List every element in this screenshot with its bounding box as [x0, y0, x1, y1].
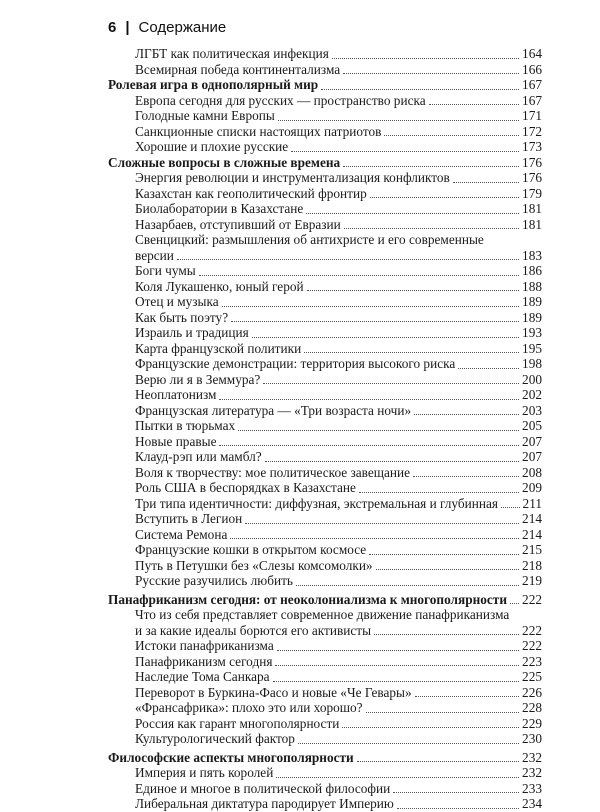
dot-leader	[199, 274, 519, 276]
toc-entry-title: Роль США в беспорядках в Казахстане	[135, 480, 356, 495]
toc-page-number: 167	[522, 92, 542, 108]
dot-leader	[276, 776, 519, 778]
toc-entry	[108, 403, 542, 419]
toc-entry	[108, 294, 542, 310]
toc-entry	[108, 449, 542, 465]
toc-page-number: 232	[522, 749, 542, 765]
toc-entry	[108, 465, 542, 481]
toc-entry-title: Истоки панафриканизма	[135, 638, 274, 653]
toc-entry-title: Воля к творчеству: мое политическое завещание	[135, 464, 411, 480]
dot-leader	[415, 695, 519, 697]
table-of-contents	[108, 46, 542, 812]
toc-section-title: Сложные вопросы в сложные времена	[108, 154, 341, 170]
toc-entry-title: Путь в Петушки без «Слезы комсомолки»	[135, 557, 373, 573]
toc-entry-title: Панафриканизм сегодня	[135, 653, 273, 669]
toc-page-number: 183	[522, 247, 542, 263]
toc-entry	[108, 716, 542, 732]
toc-entry-title: «Франсафрика»: плохо это или хорошо?	[135, 700, 363, 715]
header-title: Содержание	[138, 19, 227, 36]
toc-entry	[108, 434, 542, 450]
toc-entry	[108, 93, 542, 109]
toc-entry	[108, 638, 542, 654]
dot-leader	[397, 807, 519, 809]
toc-entry-title: Клауд-рэп или мамбл?	[135, 449, 262, 464]
toc-entry	[108, 731, 542, 747]
header-separator: |	[125, 19, 130, 36]
toc-entry	[108, 480, 542, 496]
toc-entry-title: Три типа идентичности: диффузная, экстремальная и глубинная	[135, 495, 499, 511]
toc-page-number: 203	[522, 402, 542, 418]
toc-entry	[108, 232, 542, 248]
dot-leader	[357, 760, 519, 762]
dot-leader	[501, 506, 520, 508]
toc-section	[108, 77, 542, 93]
toc-page-number: 215	[522, 542, 542, 557]
toc-page-number: 164	[522, 46, 542, 61]
dot-leader	[307, 289, 519, 291]
running-header	[108, 18, 226, 38]
toc-page-number: 207	[522, 449, 542, 464]
toc-entry-title: Система Ремона	[135, 526, 228, 542]
toc-entry	[108, 387, 542, 403]
toc-entry-title: Русские разучились любить	[135, 573, 293, 588]
toc-entry-title: Израиль и традиция	[135, 325, 249, 340]
toc-page-number: 166	[522, 61, 542, 77]
toc-entry-title: Французская литература — «Три возраста ночи»	[135, 402, 412, 418]
toc-entry-title: Французские кошки в открытом космосе	[135, 542, 367, 557]
toc-entry-title: Как быть поэту?	[135, 309, 229, 325]
dot-leader	[393, 791, 519, 793]
dot-leader	[369, 553, 519, 555]
toc-entry-title: Верю ли я в Земмура?	[135, 371, 261, 387]
toc-entry	[108, 341, 542, 357]
toc-entry-title: Новые правые	[135, 433, 217, 449]
toc-entry	[108, 279, 542, 295]
dot-leader	[219, 444, 519, 446]
toc-page-number: 229	[522, 715, 542, 731]
toc-entry-title: Либеральная диктатура пародирует Империю	[135, 796, 394, 811]
dot-leader	[291, 150, 519, 152]
toc-entry	[108, 310, 542, 326]
toc-page-number: 181	[522, 216, 542, 232]
dot-leader	[265, 460, 519, 462]
toc-entry	[108, 124, 542, 140]
toc-page-number: 222	[522, 591, 542, 607]
toc-entry	[108, 542, 542, 558]
toc-entry-title: Коля Лукашенко, юный герой	[135, 278, 304, 294]
dot-leader	[304, 351, 519, 353]
toc-page-number: 228	[522, 700, 542, 715]
dot-leader	[273, 680, 520, 682]
toc-section	[108, 750, 542, 766]
toc-entry-title: Свенцицкий: размышления об антихристе и его современные	[135, 232, 484, 247]
dot-leader	[342, 726, 519, 728]
toc-entry-title: Империя и пять королей	[135, 765, 274, 780]
toc-entry	[108, 511, 542, 527]
toc-page-number: 189	[522, 294, 542, 309]
toc-entry	[108, 325, 542, 341]
toc-entry	[108, 527, 542, 543]
dot-leader	[277, 649, 519, 651]
toc-entry	[108, 186, 542, 202]
dot-leader	[252, 336, 519, 338]
toc-entry-continuation	[108, 248, 542, 264]
toc-entry-title: Боги чумы	[135, 263, 196, 278]
toc-page-number: 214	[522, 526, 542, 542]
dot-leader	[344, 227, 519, 229]
toc-section	[108, 592, 542, 608]
dot-leader	[374, 633, 519, 635]
toc-page-number: 214	[522, 511, 542, 526]
toc-page-number: 173	[522, 139, 542, 154]
toc-page-number: 176	[522, 154, 542, 170]
toc-entry-title: Санкционные списки настоящих патриотов	[135, 123, 382, 139]
toc-page-number: 218	[522, 557, 542, 573]
toc-entry-title: Переворот в Буркина-Фасо и новые «Че Гевары»	[135, 684, 412, 700]
toc-entry	[108, 781, 542, 797]
dot-leader	[510, 602, 519, 604]
dot-leader	[238, 429, 519, 431]
toc-entry-title: Энергия революции и инструментализация конфликтов	[135, 170, 450, 185]
dot-leader	[230, 537, 519, 539]
toc-entry	[108, 170, 542, 186]
toc-entry-title: Россия как гарант многополярности	[135, 715, 340, 731]
toc-entry	[108, 139, 542, 155]
dot-leader	[343, 165, 519, 167]
toc-entry	[108, 573, 542, 589]
dot-leader	[245, 522, 519, 524]
toc-page-number: 209	[522, 480, 542, 495]
dot-leader	[332, 57, 519, 59]
toc-page-number: 193	[522, 325, 542, 340]
dot-leader	[296, 584, 519, 586]
dot-leader	[343, 72, 519, 74]
dot-leader	[275, 664, 519, 666]
toc-page-number: 198	[522, 356, 542, 371]
toc-section-title: Панафриканизм сегодня: от неоколониализма к многополярности	[108, 591, 508, 607]
toc-page-number: 225	[522, 669, 542, 684]
toc-page-number: 167	[522, 77, 542, 92]
dot-leader	[384, 134, 519, 136]
toc-entry-title: Единое и многое в политической философии	[135, 780, 391, 796]
dot-leader	[366, 711, 519, 713]
toc-entry	[108, 496, 542, 512]
toc-entry-title: Наследие Тома Санкара	[135, 669, 270, 684]
toc-entry	[108, 654, 542, 670]
toc-entry-title: Французские демонстрации: территория высокого риска	[135, 356, 456, 371]
toc-page-number: 208	[522, 464, 542, 480]
toc-page-number: 181	[522, 201, 542, 216]
toc-entry	[108, 700, 542, 716]
toc-entry	[108, 685, 542, 701]
dot-leader	[429, 103, 519, 105]
toc-entry-title: Отец и музыка	[135, 294, 219, 309]
toc-entry	[108, 796, 542, 812]
toc-entry	[108, 201, 542, 217]
toc-page-number: 233	[522, 780, 542, 796]
dot-leader	[376, 568, 519, 570]
toc-entry-title: Казахстан как геополитический фронтир	[135, 185, 367, 201]
dot-leader	[219, 398, 519, 400]
toc-entry	[108, 558, 542, 574]
toc-section-title: Ролевая игра в однополярный мир	[108, 77, 319, 92]
dot-leader	[321, 88, 519, 90]
toc-entry-title: Карта французской политики	[135, 340, 302, 356]
toc-section-title: Философские аспекты многополярности	[108, 749, 354, 765]
dot-leader	[231, 320, 519, 322]
dot-leader	[370, 196, 519, 198]
toc-page-number: 188	[522, 278, 542, 294]
toc-entry	[108, 372, 542, 388]
toc-entry-continuation	[108, 623, 542, 639]
toc-page-number: 234	[522, 796, 542, 811]
toc-entry-title: Хорошие и плохие русские	[135, 139, 289, 154]
toc-page-number: 195	[522, 340, 542, 356]
dot-leader	[298, 742, 519, 744]
toc-page-number: 189	[522, 309, 542, 325]
toc-entry	[108, 217, 542, 233]
toc-page-number: 176	[522, 170, 542, 185]
dot-leader	[359, 491, 519, 493]
dot-leader	[177, 258, 519, 260]
dot-leader	[453, 181, 519, 183]
toc-entry	[108, 418, 542, 434]
toc-entry-title: Европа сегодня для русских — пространство риска	[135, 92, 426, 108]
toc-entry-title-continuation: и за какие идеалы борются его активисты	[135, 622, 372, 638]
dot-leader	[458, 367, 519, 369]
dot-leader	[263, 382, 519, 384]
toc-entry-title: Назарбаев, отступивший от Евразии	[135, 216, 341, 232]
toc-page-number: 202	[522, 387, 542, 402]
toc-section	[108, 155, 542, 171]
toc-page-number: 207	[522, 433, 542, 449]
dot-leader	[278, 119, 519, 121]
toc-entry	[108, 669, 542, 685]
toc-entry	[108, 46, 542, 62]
toc-entry	[108, 765, 542, 781]
dot-leader	[413, 475, 519, 477]
toc-page-number: 230	[522, 731, 542, 746]
toc-entry	[108, 607, 542, 623]
toc-entry-title: Неоплатонизм	[135, 387, 217, 402]
toc-page-number: 232	[522, 765, 542, 780]
toc-page-number: 200	[522, 371, 542, 387]
toc-entry-title: Биолаборатории в Казахстане	[135, 201, 304, 216]
toc-entry-title-continuation: версии	[135, 247, 174, 263]
toc-entry-title: Пытки в тюрьмах	[135, 418, 236, 433]
toc-page-number: 222	[522, 638, 542, 653]
toc-page-number: 211	[522, 495, 542, 511]
toc-entry-title: Что из себя представляет современное движение панафриканизма	[135, 607, 510, 622]
toc-entry	[108, 263, 542, 279]
toc-page-number: 205	[522, 418, 542, 433]
toc-page-number: 223	[522, 653, 542, 669]
toc-entry	[108, 108, 542, 124]
dot-leader	[306, 212, 519, 214]
toc-entry-title: Культурологический фактор	[135, 731, 295, 746]
toc-entry	[108, 356, 542, 372]
toc-page-number: 222	[522, 622, 542, 638]
toc-entry-title: Вступить в Легион	[135, 511, 243, 526]
dot-leader	[222, 305, 519, 307]
toc-page-number: 179	[522, 185, 542, 201]
toc-entry	[108, 62, 542, 78]
toc-entry-title: Голодные камни Европы	[135, 108, 275, 123]
toc-page-number: 186	[522, 263, 542, 278]
toc-entry-title: ЛГБТ как политическая инфекция	[135, 46, 329, 61]
toc-page-number: 226	[522, 684, 542, 700]
dot-leader	[414, 413, 519, 415]
page-number: 6	[108, 19, 117, 36]
toc-entry-title: Всемирная победа континентализма	[135, 61, 341, 77]
toc-page-number: 171	[522, 108, 542, 123]
toc-page-number: 219	[522, 573, 542, 588]
toc-page-number: 172	[522, 123, 542, 139]
